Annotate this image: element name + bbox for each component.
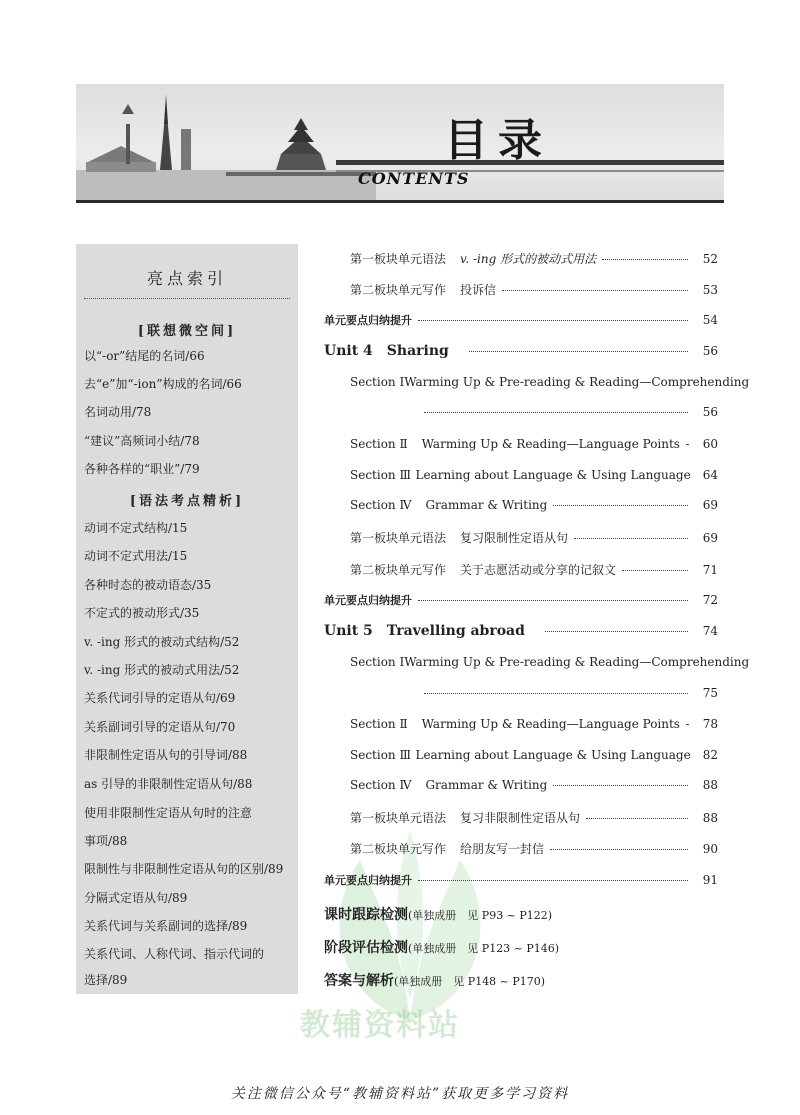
- toc-detail: 给朋友写一封信: [460, 842, 545, 856]
- index-item: 使用非限制性定语从句时的注意: [84, 806, 253, 820]
- dot-leader: [418, 320, 688, 321]
- dot-leader: [602, 259, 688, 260]
- index-item: 关系代词与关系副词的选择/89: [84, 919, 248, 933]
- toc-entry[interactable]: [350, 840, 718, 857]
- dot-leader: [418, 600, 688, 601]
- page-title: 目录: [444, 115, 552, 166]
- header-banner: [76, 84, 724, 202]
- index-item: 选择/89: [84, 973, 128, 987]
- toc-page: 88: [702, 778, 718, 792]
- index-item: as 引导的非限制性定语从句/88: [84, 777, 253, 791]
- toc-page: 53: [702, 283, 718, 297]
- toc-page: 54: [702, 313, 718, 327]
- extra-note: (单独成册 见 P123 ~ P146): [408, 942, 560, 955]
- index-item: 各种时态的被动语态/35: [84, 578, 212, 592]
- toc-unit-entry[interactable]: [324, 623, 718, 639]
- toc-page: 60: [702, 437, 718, 451]
- toc-entry[interactable]: [350, 250, 718, 267]
- toc-entry[interactable]: [324, 592, 718, 608]
- index-item: 动词不定式结构/15: [84, 521, 188, 535]
- extra-title: 答案与解析: [324, 973, 394, 989]
- toc-entry[interactable]: [350, 437, 718, 451]
- toc-entry[interactable]: [350, 281, 718, 298]
- toc-detail: 关于志愿活动或分享的记叙文: [460, 563, 617, 577]
- index-item: 不定式的被动形式/35: [84, 606, 200, 620]
- toc-label: Section Ⅲ: [350, 748, 412, 762]
- extra-title: 阶段评估检测: [324, 940, 408, 956]
- toc-label: 第二板块单元写作: [350, 563, 447, 577]
- toc-label: Section Ⅲ: [350, 468, 412, 482]
- toc-label: 第二板块单元写作: [350, 283, 447, 297]
- toc-page: 69: [702, 531, 718, 545]
- toc-page: 82: [702, 748, 718, 762]
- toc-detail: Learning about Language & Using Language: [415, 748, 691, 762]
- toc-label: 第一板块单元语法: [350, 531, 447, 545]
- toc-label: Section Ⅱ: [350, 717, 408, 731]
- toc-page: 52: [702, 252, 718, 266]
- toc-page: 69: [702, 498, 718, 512]
- toc-page: 72: [702, 593, 718, 607]
- toc-label: 单元要点归纳提升: [324, 314, 412, 327]
- toc-page: 64: [702, 468, 718, 482]
- toc-label: 第一板块单元语法: [350, 252, 447, 266]
- toc-entry[interactable]: [350, 655, 750, 669]
- toc-label: Section Ⅱ: [350, 437, 408, 451]
- dot-leader: [502, 290, 688, 291]
- toc-entry[interactable]: [350, 809, 718, 826]
- index-item: 动词不定式用法/15: [84, 549, 188, 563]
- toc-detail: 投诉信: [460, 283, 497, 297]
- toc-detail: Warming Up & Reading—Language Points: [421, 717, 680, 731]
- dot-leader: [686, 444, 688, 445]
- index-item: 关系代词、人称代词、指示代词的: [84, 947, 265, 961]
- index-item: 名词动用/78: [84, 405, 152, 419]
- toc-entry[interactable]: [350, 778, 718, 792]
- index-item: 各种各样的“职业”/79: [84, 462, 200, 476]
- dot-leader: [553, 785, 688, 786]
- toc-label: Section Ⅰ: [350, 655, 405, 669]
- index-item: “建议”高频词小结/78: [84, 434, 200, 448]
- toc-entry[interactable]: [350, 498, 718, 512]
- extra-note: (单独成册 见 P93 ~ P122): [408, 909, 553, 922]
- page-subtitle: CONTENTS: [358, 169, 470, 188]
- highlight-index-panel: [76, 244, 298, 994]
- dot-leader: [469, 351, 688, 352]
- unit-label: Unit 4: [324, 343, 373, 359]
- toc-label: Section Ⅳ: [350, 778, 412, 792]
- toc-entry[interactable]: [350, 561, 718, 578]
- toc-page: 56: [702, 344, 718, 358]
- toc-detail: 复习非限制性定语从句: [460, 811, 581, 825]
- extra-note: (单独成册 见 P148 ~ P170): [394, 975, 546, 988]
- index-item: 分隔式定语从句/89: [84, 891, 188, 905]
- toc-entry-continued[interactable]: [424, 405, 718, 419]
- index-item: 以“-or”结尾的名词/66: [84, 349, 205, 363]
- index-item: 去“e”加“-ion”构成的名词/66: [84, 377, 242, 391]
- toc-detail: Warming Up & Pre-reading & Reading—Comprehending: [404, 375, 750, 389]
- index-item: 事项/88: [84, 834, 128, 848]
- toc-detail: v. -ing 形式的被动式用法: [460, 252, 597, 266]
- toc-entry[interactable]: [324, 312, 718, 328]
- dot-leader: [424, 693, 688, 694]
- index-item: 关系代词引导的定语从句/69: [84, 691, 236, 705]
- toc-label: 第二板块单元写作: [350, 842, 447, 856]
- extra-entry[interactable]: [324, 937, 559, 957]
- toc-entry[interactable]: [350, 748, 718, 762]
- toc-detail: Warming Up & Pre-reading & Reading—Comprehending: [404, 655, 750, 669]
- toc-page: 78: [702, 717, 718, 731]
- landmarks-illustration: [76, 84, 376, 202]
- toc-detail: Grammar & Writing: [425, 778, 548, 792]
- toc-page: 75: [702, 686, 718, 700]
- index-item: 非限制性定语从句的引导词/88: [84, 748, 248, 762]
- toc-page: 88: [702, 811, 718, 825]
- toc-entry[interactable]: [350, 375, 750, 389]
- dot-leader: [545, 631, 688, 632]
- section-heading: [语法考点精析]: [129, 494, 245, 509]
- toc-detail: Learning about Language & Using Language: [415, 468, 691, 482]
- banner-bottom-rule: [76, 200, 724, 203]
- index-item: v. -ing 形式的被动式结构/52: [84, 635, 240, 649]
- section-heading: [联想微空间]: [137, 324, 237, 339]
- index-item: v. -ing 形式的被动式用法/52: [84, 663, 240, 677]
- toc-entry[interactable]: [350, 529, 718, 546]
- toc-entry-continued[interactable]: [424, 686, 718, 700]
- dot-leader: [586, 818, 688, 819]
- toc-label: Section Ⅳ: [350, 498, 412, 512]
- dot-leader: [622, 570, 688, 571]
- unit-label: Unit 5: [324, 623, 373, 639]
- unit-title: Travelling abroad: [386, 623, 525, 639]
- unit-title: Sharing: [386, 343, 449, 359]
- toc-entry[interactable]: [350, 717, 718, 731]
- footer-note: 关注微信公众号“教辅资料站”获取更多学习资料: [230, 1086, 570, 1102]
- dot-leader: [550, 849, 688, 850]
- toc-entry[interactable]: [324, 872, 718, 888]
- index-item: 限制性与非限制性定语从句的区别/89: [84, 862, 284, 876]
- extra-title: 课时跟踪检测: [324, 907, 408, 923]
- toc-page: 90: [702, 842, 718, 856]
- toc-page: 74: [702, 624, 718, 638]
- toc-label: Section Ⅰ: [350, 375, 405, 389]
- toc-entry[interactable]: [350, 468, 718, 482]
- dot-leader: [418, 880, 688, 881]
- dot-leader: [686, 724, 688, 725]
- extra-entry[interactable]: [324, 904, 552, 924]
- divider: [84, 298, 290, 299]
- toc-detail: Warming Up & Reading—Language Points: [421, 437, 680, 451]
- toc-page: 56: [702, 405, 718, 419]
- toc-page: 91: [702, 873, 718, 887]
- highlight-index-title: 亮点索引: [146, 269, 227, 288]
- dot-leader: [553, 505, 688, 506]
- watermark-text: 教辅资料站: [300, 1008, 460, 1043]
- toc-label: 第一板块单元语法: [350, 811, 447, 825]
- toc-unit-entry[interactable]: [324, 343, 718, 359]
- toc-detail: Grammar & Writing: [425, 498, 548, 512]
- dot-leader: [424, 412, 688, 413]
- extra-entry[interactable]: [324, 970, 545, 990]
- index-item: 关系副词引导的定语从句/70: [84, 720, 236, 734]
- toc-label: 单元要点归纳提升: [324, 874, 412, 887]
- toc-page: 71: [702, 563, 718, 577]
- toc-label: 单元要点归纳提升: [324, 594, 412, 607]
- dot-leader: [574, 538, 688, 539]
- toc-detail: 复习限制性定语从句: [460, 531, 569, 545]
